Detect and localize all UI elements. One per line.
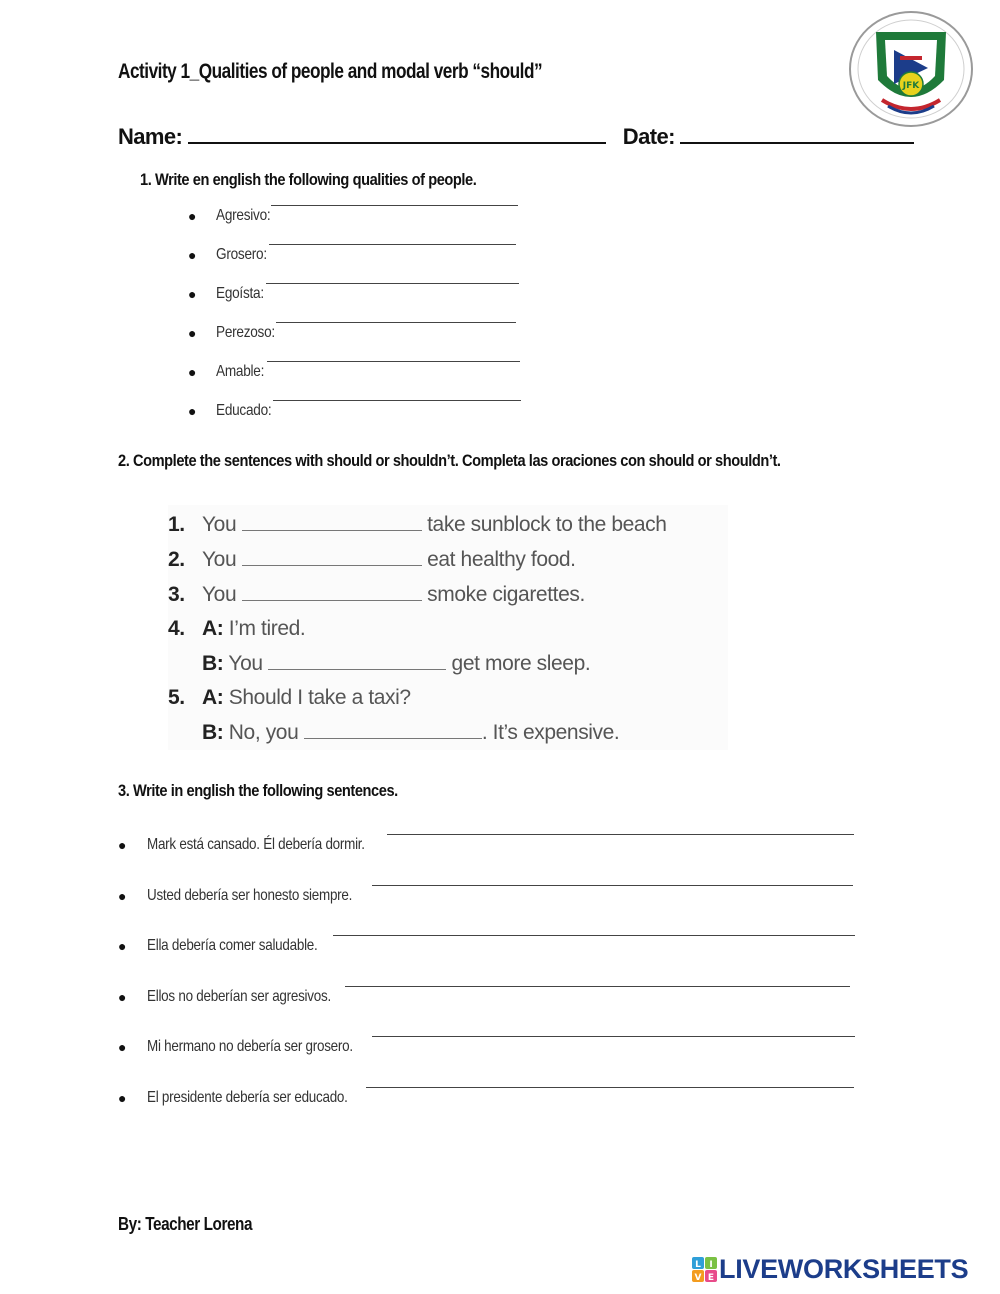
sentence-end: take sunblock to the beach xyxy=(427,513,667,536)
answer-blank[interactable] xyxy=(366,1087,854,1088)
list-item xyxy=(118,834,855,885)
spanish-sentence: Ella debería comer saludable. xyxy=(147,937,318,954)
item-number: 4. xyxy=(168,617,185,640)
section3-number: 3. xyxy=(118,781,130,800)
quality-word: Amable: xyxy=(216,363,265,380)
answer-blank[interactable] xyxy=(372,885,853,886)
translation-list xyxy=(118,834,855,1137)
bullet-icon: ● xyxy=(118,1039,127,1055)
tile-letter: I xyxy=(709,1259,713,1270)
answer-blank[interactable] xyxy=(276,322,516,323)
bullet-icon: ● xyxy=(188,325,197,341)
section1-number: 1. xyxy=(140,170,152,189)
answer-blank[interactable] xyxy=(387,834,854,835)
section2-heading xyxy=(118,451,781,471)
answer-blank[interactable] xyxy=(267,361,520,362)
sentence-text: Should I take a taxi? xyxy=(228,686,411,709)
answer-blank[interactable] xyxy=(242,547,422,566)
answer-blank[interactable] xyxy=(242,582,422,601)
bullet-icon: ● xyxy=(118,1089,127,1106)
list-item xyxy=(118,986,855,1037)
crest-initials: JFK xyxy=(902,81,920,91)
page-title: Activity 1_Qualities of people and modal verb “should” xyxy=(118,60,543,83)
sentence-start: You xyxy=(202,548,237,571)
section2-heading-text: Complete the sentences with should or shouldn’t. Completa las oraciones con should or shouldn’t. xyxy=(132,451,781,470)
quality-word: Educado: xyxy=(216,402,272,419)
list-item xyxy=(118,1087,855,1138)
exercise-sentence-3 xyxy=(168,582,585,607)
sentence-text: I’m tired. xyxy=(228,617,306,640)
exercise-sentence-5b xyxy=(202,720,619,745)
tile-letter: V xyxy=(694,1272,702,1283)
item-number: 5. xyxy=(168,686,185,709)
date-field[interactable] xyxy=(680,142,914,144)
school-crest-icon xyxy=(848,10,974,128)
brand-name: LIVEWORKSHEETS xyxy=(719,1254,969,1284)
author-credit: By: Teacher Lorena xyxy=(118,1214,253,1234)
sentence-end: . It’s expensive. xyxy=(481,721,620,744)
bullet-icon: ● xyxy=(188,403,197,419)
answer-blank[interactable] xyxy=(242,512,422,531)
quality-word: Egoísta: xyxy=(216,285,264,302)
section3-heading-text: Write in english the following sentences. xyxy=(132,781,398,800)
quality-word: Perezoso: xyxy=(216,324,275,341)
exercise-sentence-2 xyxy=(168,547,576,572)
section3-heading xyxy=(118,781,398,801)
list-item xyxy=(118,1036,855,1087)
spanish-sentence: Mark está cansado. Él debería dormir. xyxy=(147,836,365,853)
list-item xyxy=(188,361,521,400)
exercise-sentence-4a xyxy=(168,617,305,641)
name-field[interactable] xyxy=(188,142,606,144)
liveworksheets-logo[interactable] xyxy=(692,1254,968,1285)
bullet-icon: ● xyxy=(188,247,197,263)
exercise-sentence-5a xyxy=(168,686,411,710)
bullet-icon: ● xyxy=(118,837,127,853)
list-item xyxy=(188,205,521,244)
exercise-image xyxy=(168,505,728,750)
list-item xyxy=(188,283,521,322)
section2-number: 2. xyxy=(118,451,130,470)
section1-heading xyxy=(140,170,476,190)
spanish-sentence: Usted debería ser honesto siempre. xyxy=(147,886,353,904)
sentence-start: You xyxy=(202,513,237,536)
spanish-sentence: Ellos no deberían ser agresivos. xyxy=(147,987,331,1005)
list-item xyxy=(188,244,521,283)
section1-heading-text: Write en english the following qualities of people. xyxy=(154,170,477,189)
answer-blank[interactable] xyxy=(266,283,519,284)
item-number: 3. xyxy=(168,583,185,606)
list-item xyxy=(188,400,521,439)
tile-letter: L xyxy=(695,1259,701,1270)
bullet-icon: ● xyxy=(118,988,127,1005)
spanish-sentence: Mi hermano no debería ser grosero. xyxy=(147,1038,353,1055)
sentence-end: smoke cigarettes. xyxy=(427,583,585,606)
answer-blank[interactable] xyxy=(304,720,482,739)
quality-word: Agresivo: xyxy=(216,207,271,224)
answer-blank[interactable] xyxy=(372,1036,855,1037)
tile-letter: E xyxy=(707,1272,715,1283)
sentence-end: get more sleep. xyxy=(451,652,591,675)
bullet-icon: ● xyxy=(118,938,127,954)
answer-blank[interactable] xyxy=(271,205,518,206)
item-number: 2. xyxy=(168,548,185,571)
sentence-start: No, you xyxy=(228,721,299,744)
speaker-label: B: xyxy=(202,721,224,744)
spanish-sentence: El presidente debería ser educado. xyxy=(147,1088,348,1106)
bullet-icon: ● xyxy=(118,887,127,904)
sentence-start: You xyxy=(202,583,237,606)
bullet-icon: ● xyxy=(188,364,197,380)
bullet-icon: ● xyxy=(188,286,197,302)
answer-blank[interactable] xyxy=(268,651,446,670)
name-date-row xyxy=(118,124,914,150)
answer-blank[interactable] xyxy=(333,935,855,936)
item-number: 1. xyxy=(168,513,185,536)
liveworksheets-logo-icon xyxy=(692,1257,718,1283)
name-label: Name: xyxy=(118,124,183,149)
answer-blank[interactable] xyxy=(273,400,521,401)
speaker-label: A: xyxy=(202,686,224,709)
quality-word: Grosero: xyxy=(216,246,267,263)
sentence-start: You xyxy=(228,652,263,675)
date-label: Date: xyxy=(622,124,675,149)
speaker-label: A: xyxy=(202,617,224,640)
answer-blank[interactable] xyxy=(269,244,516,245)
list-item xyxy=(188,322,521,361)
answer-blank[interactable] xyxy=(345,986,850,987)
bullet-icon: ● xyxy=(188,208,197,224)
list-item xyxy=(118,935,855,986)
exercise-sentence-1 xyxy=(168,512,667,537)
qualities-list xyxy=(188,205,521,439)
sentence-end: eat healthy food. xyxy=(427,548,576,571)
speaker-label: B: xyxy=(202,652,224,675)
list-item xyxy=(118,885,855,936)
exercise-sentence-4b xyxy=(202,651,590,676)
